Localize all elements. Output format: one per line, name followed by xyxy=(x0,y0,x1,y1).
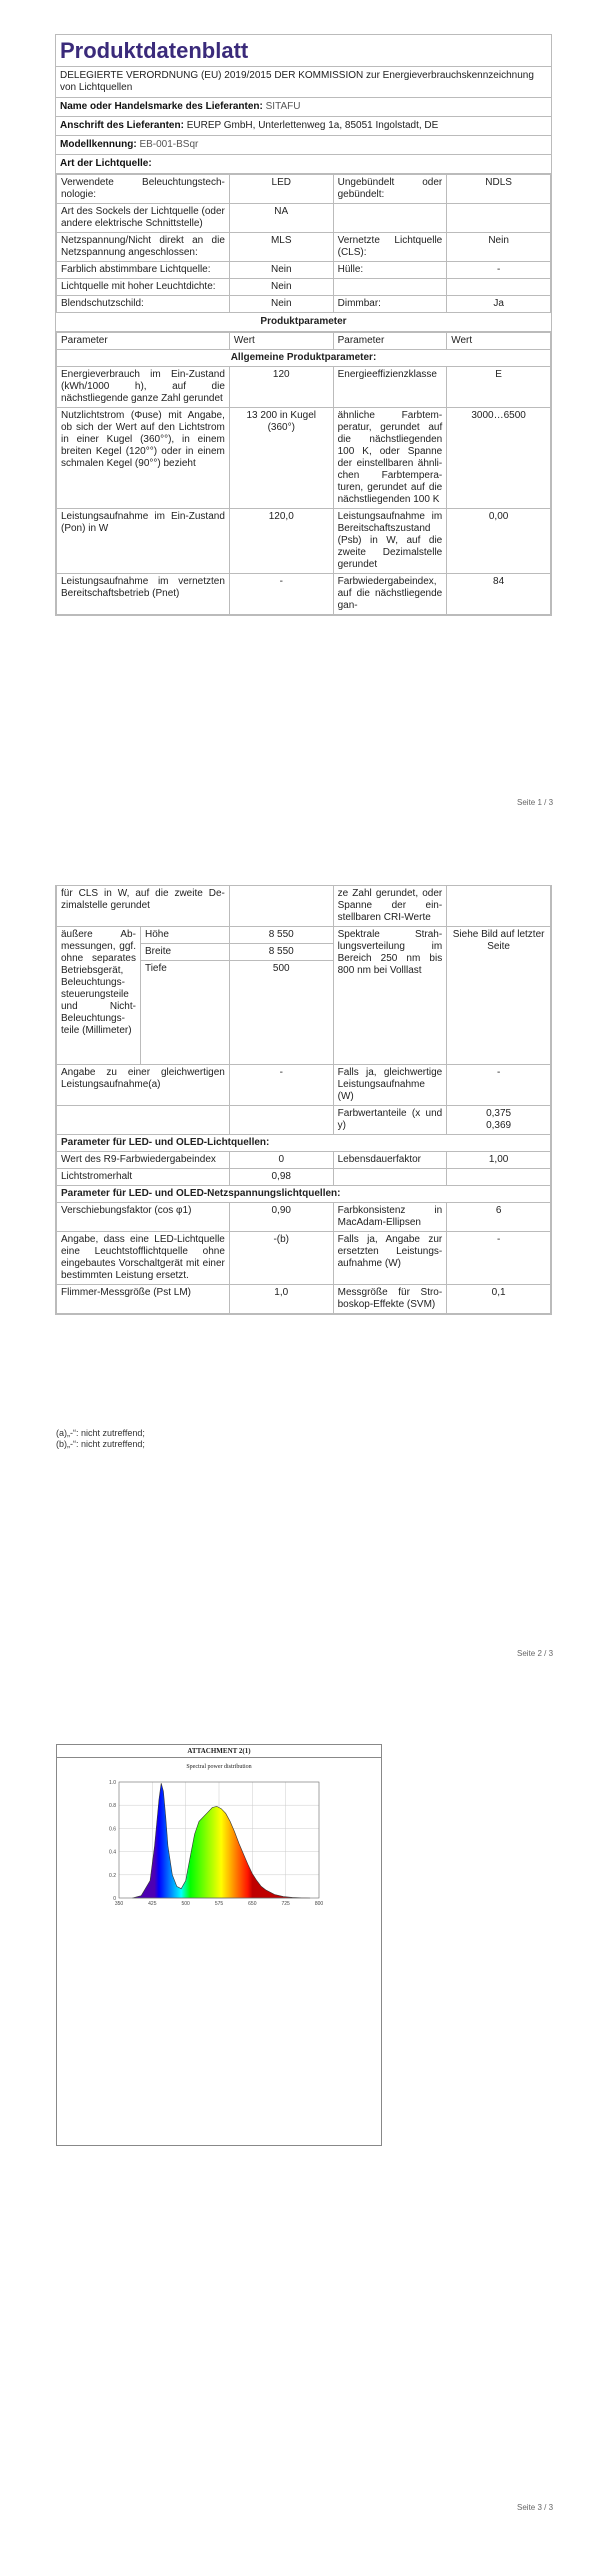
regulation-text: DELEGIERTE VERORDNUNG (EU) 2019/2015 DER KOMMISSION zur Energieverbrauchskennzeichnung von Lichtquellen xyxy=(56,67,551,98)
x-tick-label: 650 xyxy=(248,1901,257,1907)
model-value: EB-001-BSqr xyxy=(139,139,199,150)
table-row: Flimmer-Messgröße (Pst LM) 1,0 Messgröße für Stroboskop-Effekte (SVM) 0,1 xyxy=(57,1285,551,1314)
light-type-heading: Art der Lichtquelle: xyxy=(56,155,551,174)
y-tick-label: 1.0 xyxy=(109,1780,116,1786)
footnote-b: (b)„-“: nicht zutreffend; xyxy=(56,1439,145,1449)
page-1-sheet xyxy=(55,34,552,616)
mains-section-row: Parameter für LED- und OLED-Netzspannungslichtquellen: xyxy=(57,1186,551,1203)
address-value: EUREP GmbH, Unterlettenweg 1a, 85051 Ingolstadt, DE xyxy=(186,120,439,131)
y-tick-label: 0.4 xyxy=(109,1849,116,1856)
page-number-3: Seite 3 / 3 xyxy=(517,2503,554,2512)
table-row: Leistungsaufnahme im vernetzten Bereitschaftsbetrieb (Pnet) - Farbwiedergabeindex, auf die nächstliegende gan- 84 xyxy=(57,574,551,615)
footnote-a: (a)„-“: nicht zutreffend; xyxy=(56,1428,145,1438)
address-label: Anschrift des Lieferanten: xyxy=(60,120,184,131)
x-tick-label: 725 xyxy=(281,1901,290,1907)
page-number-2: Seite 2 / 3 xyxy=(517,1649,554,1658)
led-section-row: Parameter für LED- und OLED-Lichtquellen: xyxy=(57,1135,551,1152)
x-tick-label: 425 xyxy=(148,1901,157,1907)
footnotes xyxy=(56,1428,145,1450)
chart-title: Spectral power distribution xyxy=(186,1764,252,1770)
page-2-sheet xyxy=(55,885,552,1315)
y-tick-label: 0.6 xyxy=(109,1826,116,1833)
table-row: Netzspannung/Nicht direkt an die Netzspannung angeschlossen: MLS Vernetzte Lichtquelle (CLS): Nein xyxy=(57,233,551,262)
equiv-row: Angabe zu einer gleichwertigen Leistungsaufnahme(a) - Falls ja, gleichwertige Leistungsaufnahme (W) - xyxy=(57,1065,551,1106)
param-header-row: Parameter Wert Parameter Wert xyxy=(57,333,551,350)
dims-row-width: Breite 8 550 xyxy=(57,944,551,961)
y-tick-label: 0.8 xyxy=(109,1803,116,1810)
model-row xyxy=(56,136,551,155)
chroma-x: 0,375 xyxy=(486,1108,512,1119)
supplier-label: Name oder Handelsmarke des Lieferanten: xyxy=(60,101,263,112)
page-number-1: Seite 1 / 3 xyxy=(517,798,554,807)
table-row: Verwendete Beleuchtungstechnologie: LED Ungebündelt oder gebündelt: NDLS xyxy=(57,175,551,204)
cont-row: für CLS in W, auf die zweite Dezimalstelle gerundet ze Zahl gerundet, oder Spanne der einstellbaren CRI-Werte xyxy=(57,886,551,927)
x-tick-label: 800 xyxy=(314,1901,324,1907)
table-row: Angabe, dass eine LED-Lichtquelle eine Leuchtstofflichtquelle ohne eingebautes Vorschaltgerät mit einer bestimmten Leistung ersetzt. -(b) Falls ja, Angabe zur ersetzten Leistungsaufnahme (W) - xyxy=(57,1232,551,1285)
table-row: Nutzlichtstrom (Φuse) mit Angabe, ob sich der Wert auf den Lichtstrom in einer Kugel (360°°), in einem breiten Kegel (120°°) oder in einem schmalen Kegel (90°°) bezieht 13 200 in Kugel (360°) ähnliche Farbtemperatur, gerundet auf die nächstliegenden 100 K, oder Spanne der einstellbaren ähnlichen Farbtemperaturen, gerundet auf die nächstliegenden 100 K 3000…6500 xyxy=(57,408,551,509)
dims-label: äußere Abmessungen, ggf. ohne separates Betriebsgerät, Beleuchtungssteuerungsteile und Nicht-Beleuchtungsteile (Millimeter) xyxy=(57,927,141,1065)
spectral-label: Spektrale Strahlungsverteilung im Bereich 250 nm bis 800 nm bei Volllast xyxy=(333,927,447,1065)
address-row xyxy=(56,117,551,136)
chroma-row: Farbwertanteile (x und y) 0,375 0,369 xyxy=(57,1106,551,1135)
dims-row-depth: Tiefe 500 xyxy=(57,961,551,1065)
general-heading-row: Allgemeine Produktparameter: xyxy=(57,350,551,367)
spectrum-area xyxy=(132,1783,310,1898)
table-row: Blendschutzschild: Nein Dimmbar: Ja xyxy=(57,296,551,313)
table-row: Leistungsaufnahme im Ein-Zustand (Pon) in W 120,0 Leistungsaufnahme im Bereitschaftszustand (Psb) in W, auf die zweite Dezimalstelle gerundet 0,00 xyxy=(57,509,551,574)
table-row: Lichtstromerhalt 0,98 xyxy=(57,1169,551,1186)
table-row: Energieverbrauch im Ein-Zustand (kWh/1000 h), auf die nächstliegende ganze Zahl gerundet 120 Energieeffizienzklasse E xyxy=(57,367,551,408)
doc-title: Produktdatenblatt xyxy=(56,35,551,67)
product-params-heading: Produktparameter xyxy=(56,313,551,332)
spectral-value: Siehe Bild auf letzter Seite xyxy=(447,927,551,1065)
supplier-value: SITAFU xyxy=(265,101,301,112)
supplier-row xyxy=(56,98,551,117)
table-row: Verschiebungsfaktor (cos φ1) 0,90 Farbkonsistenz in MacAdam-Ellipsen 6 xyxy=(57,1203,551,1232)
product-params-table xyxy=(56,332,551,615)
model-label: Modellkennung: xyxy=(60,139,137,150)
y-tick-label: 0.2 xyxy=(109,1872,116,1879)
attachment-title: ATTACHMENT 2(1) xyxy=(57,1745,381,1758)
table-row: Wert des R9-Farbwiedergabeindex 0 Lebensdauerfaktor 1,00 xyxy=(57,1152,551,1169)
x-tick-label: 500 xyxy=(181,1901,190,1907)
attachment-box xyxy=(56,1744,382,2146)
x-tick-label: 350 xyxy=(114,1901,124,1907)
table-row: Farblich abstimmbare Lichtquelle: Nein Hülle: - xyxy=(57,262,551,279)
table-row: Art des Sockels der Lichtquelle (oder andere elektrische Schnittstelle) NA xyxy=(57,204,551,233)
table-row: Lichtquelle mit hoher Leuchtdichte: Nein xyxy=(57,279,551,296)
dims-row-height: äußere Abmessungen, ggf. ohne separates Betriebsgerät, Beleuchtungssteuerungsteile und Nicht-Beleuchtungsteile (Millimeter) Höhe 8 550 Spektrale Strahlungsverteilung im Bereich 250 nm bis 800 nm bei Volllast Siehe Bild auf letzter Seite xyxy=(57,927,551,944)
spectral-chart xyxy=(57,1770,381,1920)
y-tick-label: 0 xyxy=(113,1896,116,1902)
light-type-table xyxy=(56,174,551,313)
chroma-y: 0,369 xyxy=(486,1120,512,1131)
continuation-table xyxy=(56,885,551,1314)
x-tick-label: 575 xyxy=(214,1901,224,1907)
